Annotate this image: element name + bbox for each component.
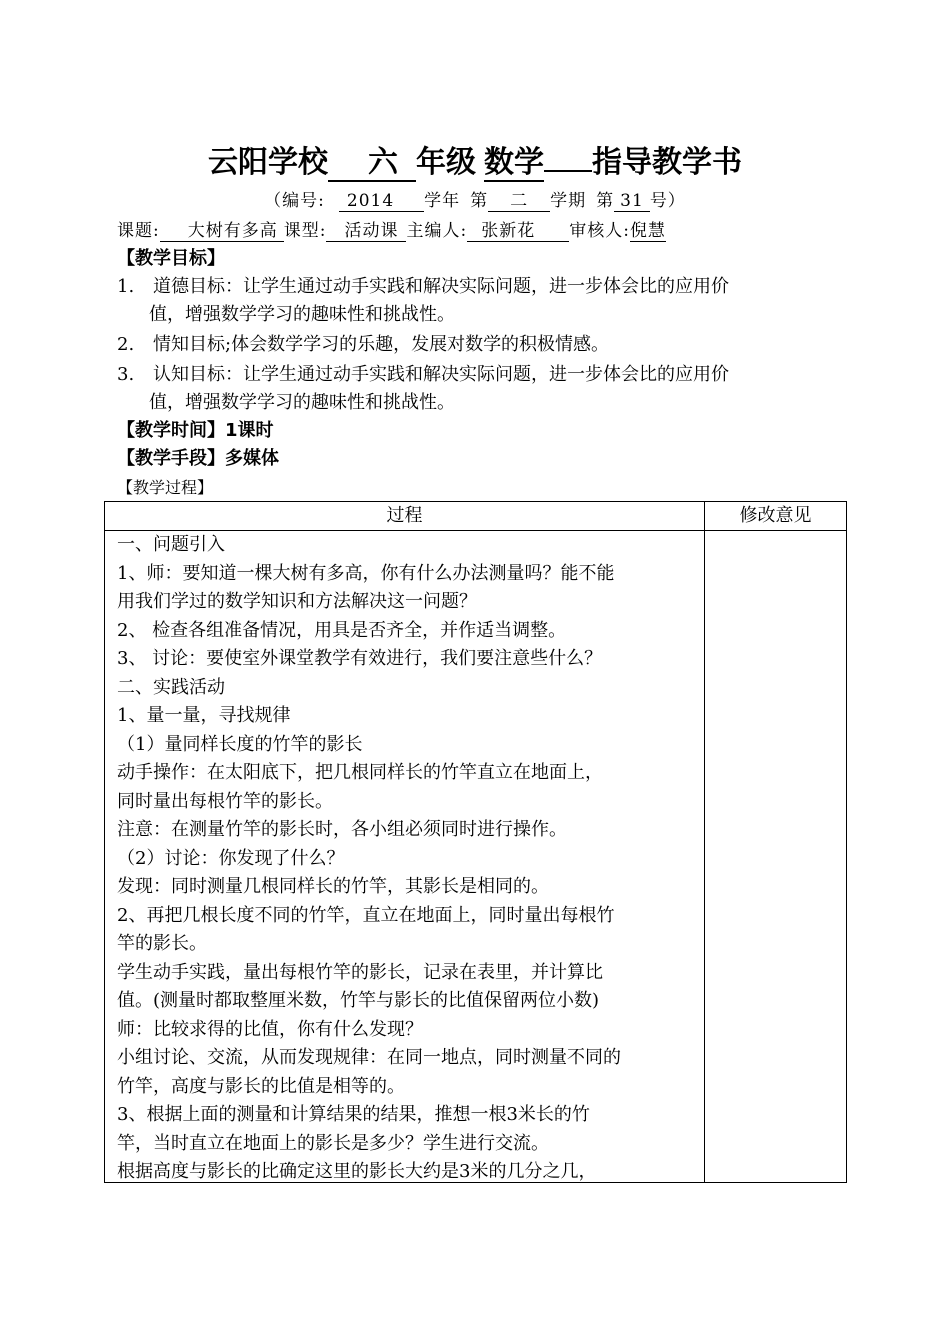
process-line: 竿，当时直立在地面上的影长是多少？学生进行交流。 <box>117 1132 549 1154</box>
process-line: 根据高度与影长的比确定这里的影长大约是3米的几分之几， <box>117 1161 597 1182</box>
lesson-type: 活动课 <box>326 221 406 242</box>
process-line: 动手操作：在太阳底下，把几根同样长的竹竿直立在地面上， <box>117 762 603 783</box>
objective-item: 2. 情知目标;体会数学学习的乐趣，发展对数学的积极情感。 <box>117 334 610 355</box>
document-number: （编号: 2014 学年 第 二 学期 第 31 号） <box>264 191 686 211</box>
process-line: 1、量一量，寻找规律 <box>117 705 291 726</box>
lesson-meta: 课题: 大树有多高 课型: 活动课 主编人: 张新花 审核人:倪慧 <box>117 221 666 241</box>
process-line: 3、根据上面的测量和计算结果的结果，推想一根3米长的竹 <box>117 1104 590 1125</box>
process-line: 发现：同时测量几根同样长的竹竿，其影长是相同的。 <box>117 876 549 897</box>
process-content-cell <box>105 531 705 1183</box>
process-line: 师：比较求得的比值，你有什么发现？ <box>117 1018 423 1040</box>
table-row <box>105 531 847 1183</box>
process-line: 2、再把几根长度不同的竹竿，直立在地面上，同时量出每根竹 <box>117 904 615 926</box>
school-year: 2014 <box>339 191 424 212</box>
title-grade: 六 <box>328 146 416 182</box>
lesson-editor: 张新花 <box>467 221 569 242</box>
doc-number: 31 <box>614 191 650 212</box>
document-title <box>0 143 950 183</box>
process-line: 同时量出每根竹竿的影长。 <box>117 790 333 812</box>
teaching-time: 【教学时间】1课时 <box>117 420 274 441</box>
process-line: 学生动手实践，量出每根竹竿的影长，记录在表里，并计算比 <box>117 961 603 983</box>
process-line: 小组讨论、交流，从而发现规律：在同一地点，同时测量不同的 <box>117 1047 621 1068</box>
process-line: 竿的影长。 <box>117 933 207 954</box>
objectives-heading: 【教学目标】 <box>117 248 225 269</box>
process-line: （2）讨论：你发现了什么？ <box>117 847 345 869</box>
process-line: 二、实践活动 <box>117 676 225 698</box>
process-line: 用我们学过的数学知识和方法解决这一问题？ <box>117 591 477 612</box>
column-header-revision: 修改意见 <box>705 502 847 531</box>
title-grade-suffix: 年级 <box>416 145 476 180</box>
process-line: 竹竿，高度与影长的比值是相等的。 <box>117 1075 405 1097</box>
lesson-topic: 大树有多高 <box>160 221 284 242</box>
teaching-means: 【教学手段】多媒体 <box>117 448 279 469</box>
process-line: 3、 讨论：要使室外课堂教学有效进行，我们要注意些什么？ <box>117 648 603 669</box>
process-line: 2、 检查各组准备情况，用具是否齐全，并作适当调整。 <box>117 619 567 641</box>
objective-item: 3. 认知目标：让学生通过动手实践和解决实际问题，进一步体会比的应用价 值，增强数学学习的趣味性和挑战性。 <box>117 364 729 413</box>
revision-notes-cell <box>705 531 847 1183</box>
title-subject: 数学 <box>484 145 544 180</box>
process-line: （1）量同样长度的竹竿的影长 <box>117 733 363 755</box>
column-header-process: 过程 <box>105 502 705 531</box>
process-line: 值。(测量时都取整厘米数，竹竿与影长的比值保留两位小数) <box>117 990 600 1011</box>
process-table <box>104 501 847 1183</box>
process-line: 一、问题引入 <box>117 534 225 555</box>
process-line: 1、师：要知道一棵大树有多高，你有什么办法测量吗？能不能 <box>117 562 615 584</box>
process-table-header <box>105 502 847 531</box>
objective-item: 1. 道德目标：让学生通过动手实践和解决实际问题，进一步体会比的应用价 值，增强数学学习的趣味性和挑战性。 <box>117 276 729 325</box>
lesson-reviewer: 倪慧 <box>629 221 666 241</box>
title-suffix: 指导教学书 <box>592 145 742 180</box>
title-school: 云阳学校 <box>208 145 328 180</box>
term: 二 <box>488 191 550 212</box>
process-line: 注意：在测量竹竿的影长时，各小组必须同时进行操作。 <box>117 819 567 840</box>
process-heading: 【教学过程】 <box>117 478 214 497</box>
